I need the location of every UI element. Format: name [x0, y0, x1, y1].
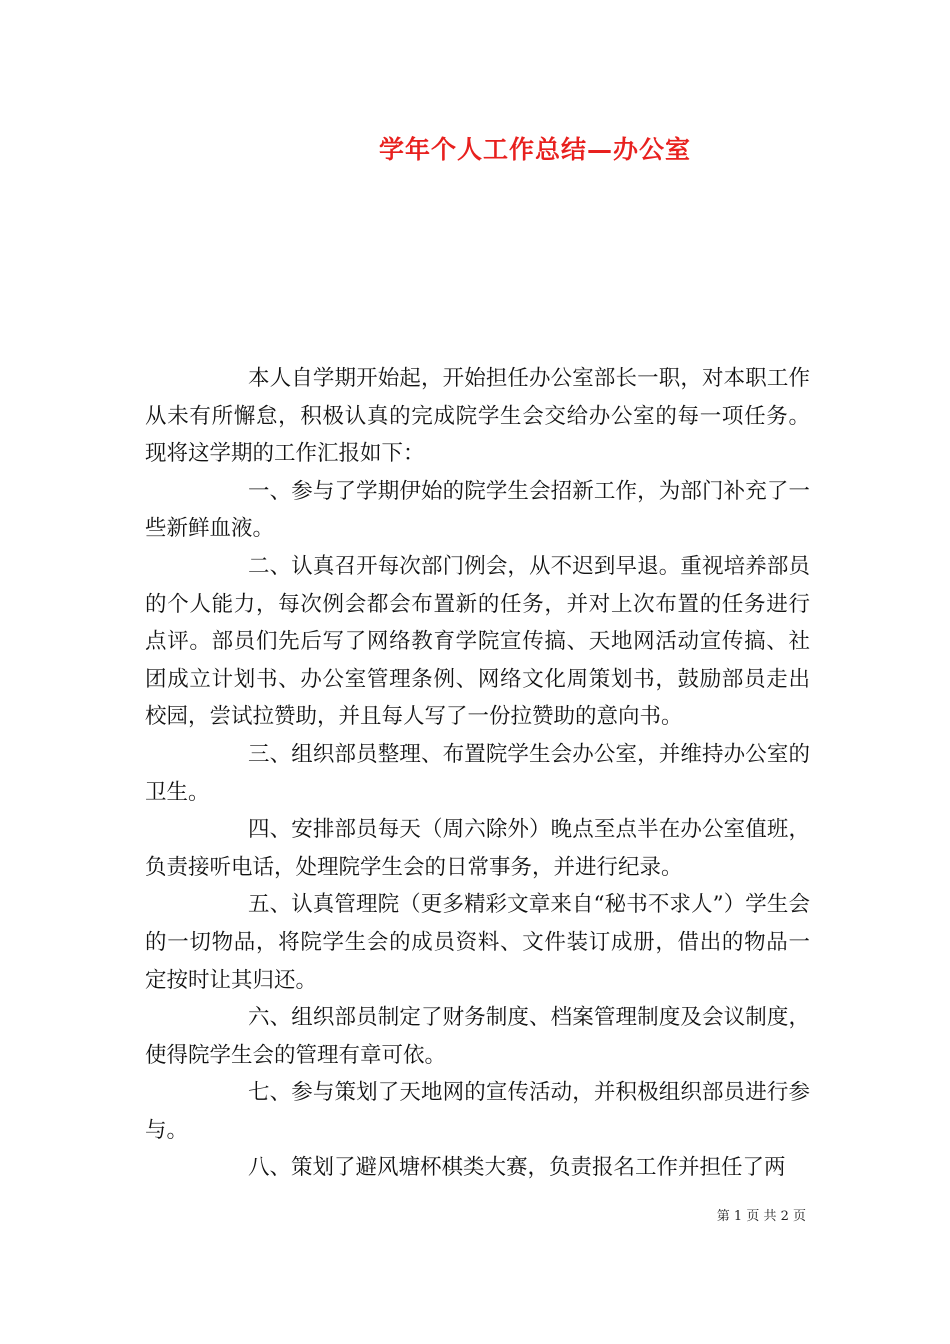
paragraph-item-4: 四、安排部员每天（周六除外）晚点至点半在办公室值班，负责接听电话，处理院学生会的日常事务，并进行纪录。	[145, 817, 810, 880]
paragraph-item-3: 三、组织部员整理、布置院学生会办公室，并维持办公室的卫生。	[145, 741, 810, 805]
page-number-footer	[0, 1205, 806, 1224]
paragraph-item-6: 六、组织部员制定了财务制度、档案管理制度及会议制度，使得院学生会的管理有章可依。	[145, 1005, 810, 1068]
document-title: 学年个人工作总结—办公室	[378, 135, 691, 164]
document-body	[145, 360, 810, 1187]
paragraph-item-2: 二、认真召开每次部门例会，从不迟到早退。重视培养部员的个人能力，每次例会都会布置新的任务，并对上次布置的任务进行点评。部员们先后写了网络教育学院宣传搞、天地网活动宣传搞、社团成立计划书、办公室管理条例、网络文化周策划书，鼓励部员走出校园，尝试拉赞助，并且每人写了一份拉赞助的意向书。	[145, 553, 810, 730]
paragraph-item-1: 一、参与了学期伊始的院学生会招新工作，为部门补充了一些新鲜血液。	[145, 478, 810, 542]
paragraph-item-5: 五、认真管理院（更多精彩文章来自“秘书不求人”）学生会的一切物品，将院学生会的成员资料、文件装订成册，借出的物品一定按时让其归还。	[145, 892, 810, 993]
page-number-label: 第 1 页 共 2 页	[716, 1209, 806, 1224]
paragraph-intro: 本人自学期开始起，开始担任办公室部长一职，对本职工作从未有所懈怠，积极认真的完成院学生会交给办公室的每一项任务。现将这学期的工作汇报如下：	[145, 366, 810, 467]
paragraph-item-7: 七、参与策划了天地网的宣传活动，并积极组织部员进行参与。	[145, 1080, 810, 1143]
paragraph-item-8: 八、策划了避风塘杯棋类大赛，负责报名工作并担任了两	[248, 1155, 786, 1181]
